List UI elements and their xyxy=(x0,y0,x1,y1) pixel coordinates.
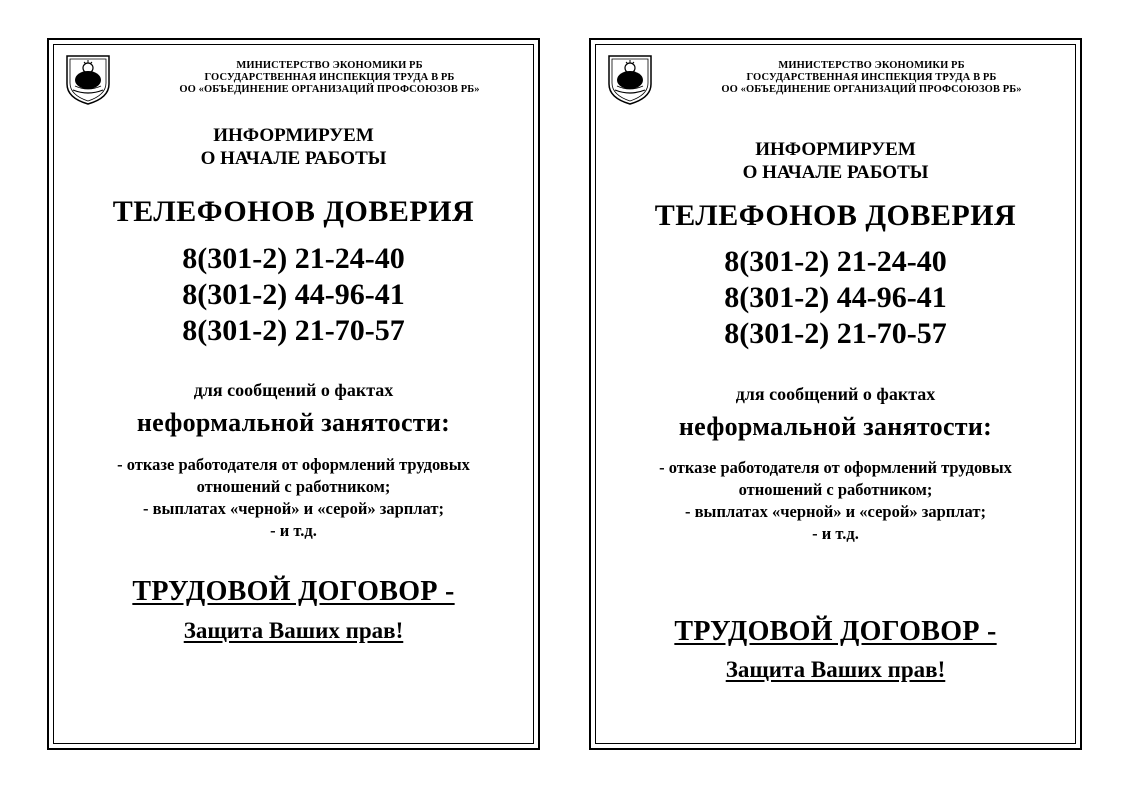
inform-line-2: О НАЧАЛЕ РАБОТЫ xyxy=(200,148,387,169)
phones-title: ТЕЛЕФОНОВ ДОВЕРИЯ xyxy=(654,199,1017,232)
phone-number-3: 8(301-2) 21-70-57 xyxy=(724,317,947,350)
violation-item-1-cont: отношений с работником; xyxy=(738,480,933,499)
phone-number-3: 8(301-2) 21-70-57 xyxy=(182,314,405,347)
for-reports-text: для сообщений о фактах xyxy=(193,380,394,400)
coat-of-arms-icon xyxy=(605,50,655,106)
inform-line-1: ИНФОРМИРУЕМ xyxy=(213,125,374,146)
slogan: ТРУДОВОЙ ДОГОВОР - xyxy=(674,616,997,647)
inform-line-2: О НАЧАЛЕ РАБОТЫ xyxy=(742,162,929,183)
violations-list xyxy=(49,454,538,542)
informal-employment-heading: неформальной занятости: xyxy=(136,408,451,437)
violation-item-2: - выплатах «черной» и «серой» зарплат; xyxy=(143,499,444,518)
org-ministry: МИНИСТЕРСТВО ЭКОНОМИКИ РБ xyxy=(778,60,965,71)
slogan-subtitle: Защита Ваших прав! xyxy=(725,657,946,682)
violation-item-2: - выплатах «черной» и «серой» зарплат; xyxy=(685,502,986,521)
slogan: ТРУДОВОЙ ДОГОВОР - xyxy=(132,576,455,607)
inform-line-1: ИНФОРМИРУЕМ xyxy=(755,139,916,160)
phone-list xyxy=(591,244,1080,352)
informal-employment-heading: неформальной занятости: xyxy=(678,412,993,441)
violation-item-1: - отказе работодателя от оформлений трудовых xyxy=(659,458,1012,477)
phone-number-2: 8(301-2) 44-96-41 xyxy=(182,278,405,311)
phone-list xyxy=(49,241,538,349)
violation-item-3: - и т.д. xyxy=(812,524,859,543)
violation-item-3: - и т.д. xyxy=(270,521,317,540)
organization-header xyxy=(679,60,1064,96)
violation-item-1-cont: отношений с работником; xyxy=(196,477,391,496)
phones-title: ТЕЛЕФОНОВ ДОВЕРИЯ xyxy=(112,195,475,228)
phone-number-1: 8(301-2) 21-24-40 xyxy=(724,245,947,278)
org-union: ОО «ОБЪЕДИНЕНИЕ ОРГАНИЗАЦИЙ ПРОФСОЮЗОВ РБ» xyxy=(721,84,1022,95)
phone-number-2: 8(301-2) 44-96-41 xyxy=(724,281,947,314)
inform-heading xyxy=(591,138,1080,184)
phone-number-1: 8(301-2) 21-24-40 xyxy=(182,242,405,275)
poster-left xyxy=(47,38,540,750)
violation-item-1: - отказе работодателя от оформлений трудовых xyxy=(117,455,470,474)
for-reports-text: для сообщений о фактах xyxy=(735,384,936,404)
coat-of-arms-icon xyxy=(63,50,113,106)
org-inspection: ГОСУДАРСТВЕННАЯ ИНСПЕКЦИЯ ТРУДА В РБ xyxy=(746,72,997,83)
org-union: ОО «ОБЪЕДИНЕНИЕ ОРГАНИЗАЦИЙ ПРОФСОЮЗОВ РБ» xyxy=(179,84,480,95)
org-ministry: МИНИСТЕРСТВО ЭКОНОМИКИ РБ xyxy=(236,60,423,71)
inform-heading xyxy=(49,124,538,170)
violations-list xyxy=(591,457,1080,545)
organization-header xyxy=(137,60,522,96)
poster-right xyxy=(589,38,1082,750)
slogan-subtitle: Защита Ваших прав! xyxy=(183,618,404,643)
org-inspection: ГОСУДАРСТВЕННАЯ ИНСПЕКЦИЯ ТРУДА В РБ xyxy=(204,72,455,83)
